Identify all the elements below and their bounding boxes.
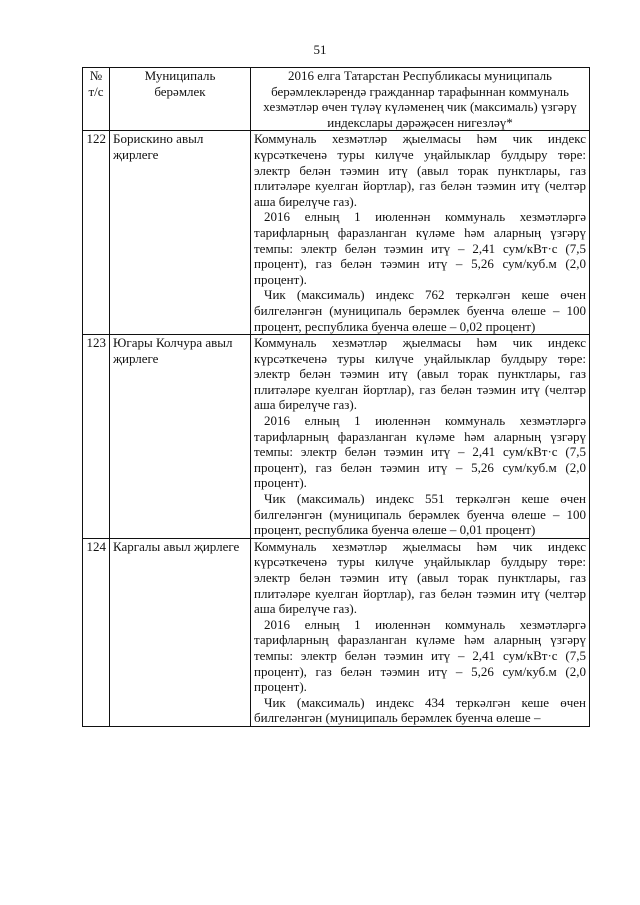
municipality-name: Югары Колчура авыл җирлеге: [110, 335, 251, 539]
description-paragraph: Коммуналь хезмәтләр җыелмасы һәм чик индекс күрсәткеченә туры килүче уңайлыклар булдыру төре: электр белән тәэмин итү (авыл торак пунктлары, газ плитәләре куелган йортлар), газ белән тәэмин итү (челтәр аша бирелүче газ).: [254, 538, 586, 617]
municipality-name: Борискино авыл җирлеге: [110, 131, 251, 335]
table-row: [83, 335, 590, 539]
page-number: 51: [313, 42, 327, 57]
header-number: № т/с: [83, 68, 110, 131]
row-description: [251, 538, 590, 726]
row-number: 124: [83, 538, 110, 726]
row-number: 122: [83, 131, 110, 335]
row-description: [251, 131, 590, 335]
table-row: [83, 538, 590, 726]
description-paragraph: 2016 елның 1 июленнән коммуналь хезмәтләргә тарифларның фаразланган күләме һәм аларның үзгәрү темпы: электр белән тәэмин итү – 2,41 сум/кВт·с (7,5 процент), газ белән тәэмин итү – 5,26 сум/куб.м (2,0 процент).: [254, 616, 586, 695]
tariff-table: [82, 67, 590, 727]
description-paragraph: Чик (максималь) индекс 434 теркәлгән кеше өчен билгеләнгән (муниципаль берәмлек буенча өлеше –: [254, 694, 586, 726]
row-description: [251, 335, 590, 539]
header-description: 2016 елга Татарстан Республикасы муниципаль берәмлекләрендә гражданнар тарафыннан коммуналь хезмәтләр өчен түләү күләменең чик (максималь) үзгәрү индекслары дәрәҗәсен нигезләү*: [251, 68, 590, 131]
description-paragraph: 2016 елның 1 июленнән коммуналь хезмәтләргә тарифларның фаразланган күләме һәм аларның үзгәрү темпы: электр белән тәэмин итү – 2,41 сум/кВт·с (7,5 процент), газ белән тәэмин итү – 5,26 сум/куб.м (2,0 процент).: [254, 209, 586, 287]
header-municipality: Муниципаль берәмлек: [110, 68, 251, 131]
table-row: [83, 131, 590, 335]
description-paragraph: 2016 елның 1 июленнән коммуналь хезмәтләргә тарифларның фаразланган күләме һәм аларның үзгәрү темпы: электр белән тәэмин итү – 2,41 сум/кВт·с (7,5 процент), газ белән тәэмин итү – 5,26 сум/куб.м (2,0 процент).: [254, 413, 586, 491]
description-paragraph: Чик (максималь) индекс 762 теркәлгән кеше өчен билгеләнгән (муниципаль берәмлек буенча өлеше – 100 процент, республика буенча өлеше – 0,02 процент): [254, 287, 586, 334]
table-header-row: [83, 68, 590, 131]
municipality-name: Каргалы авыл җирлеге: [110, 538, 251, 726]
description-paragraph: Коммуналь хезмәтләр җыелмасы һәм чик индекс күрсәткеченә туры килүче уңайлыклар булдыру төре: электр белән тәэмин итү (авыл торак пунктлары, газ плитәләре куелган йортлар), газ белән тәэмин итү (челтәр аша бирелүче газ).: [254, 131, 586, 209]
description-paragraph: Чик (максималь) индекс 551 теркәлгән кеше өчен билгеләнгән (муниципаль берәмлек буенча өлеше – 100 процент, республика буенча өлеше – 0,01 процент): [254, 491, 586, 538]
row-number: 123: [83, 335, 110, 539]
description-paragraph: Коммуналь хезмәтләр җыелмасы һәм чик индекс күрсәткеченә туры килүче уңайлыклар булдыру төре: электр белән тәэмин итү (авыл торак пунктлары, газ плитәләре куелган йортлар), газ белән тәэмин итү (челтәр аша бирелүче газ).: [254, 335, 586, 413]
